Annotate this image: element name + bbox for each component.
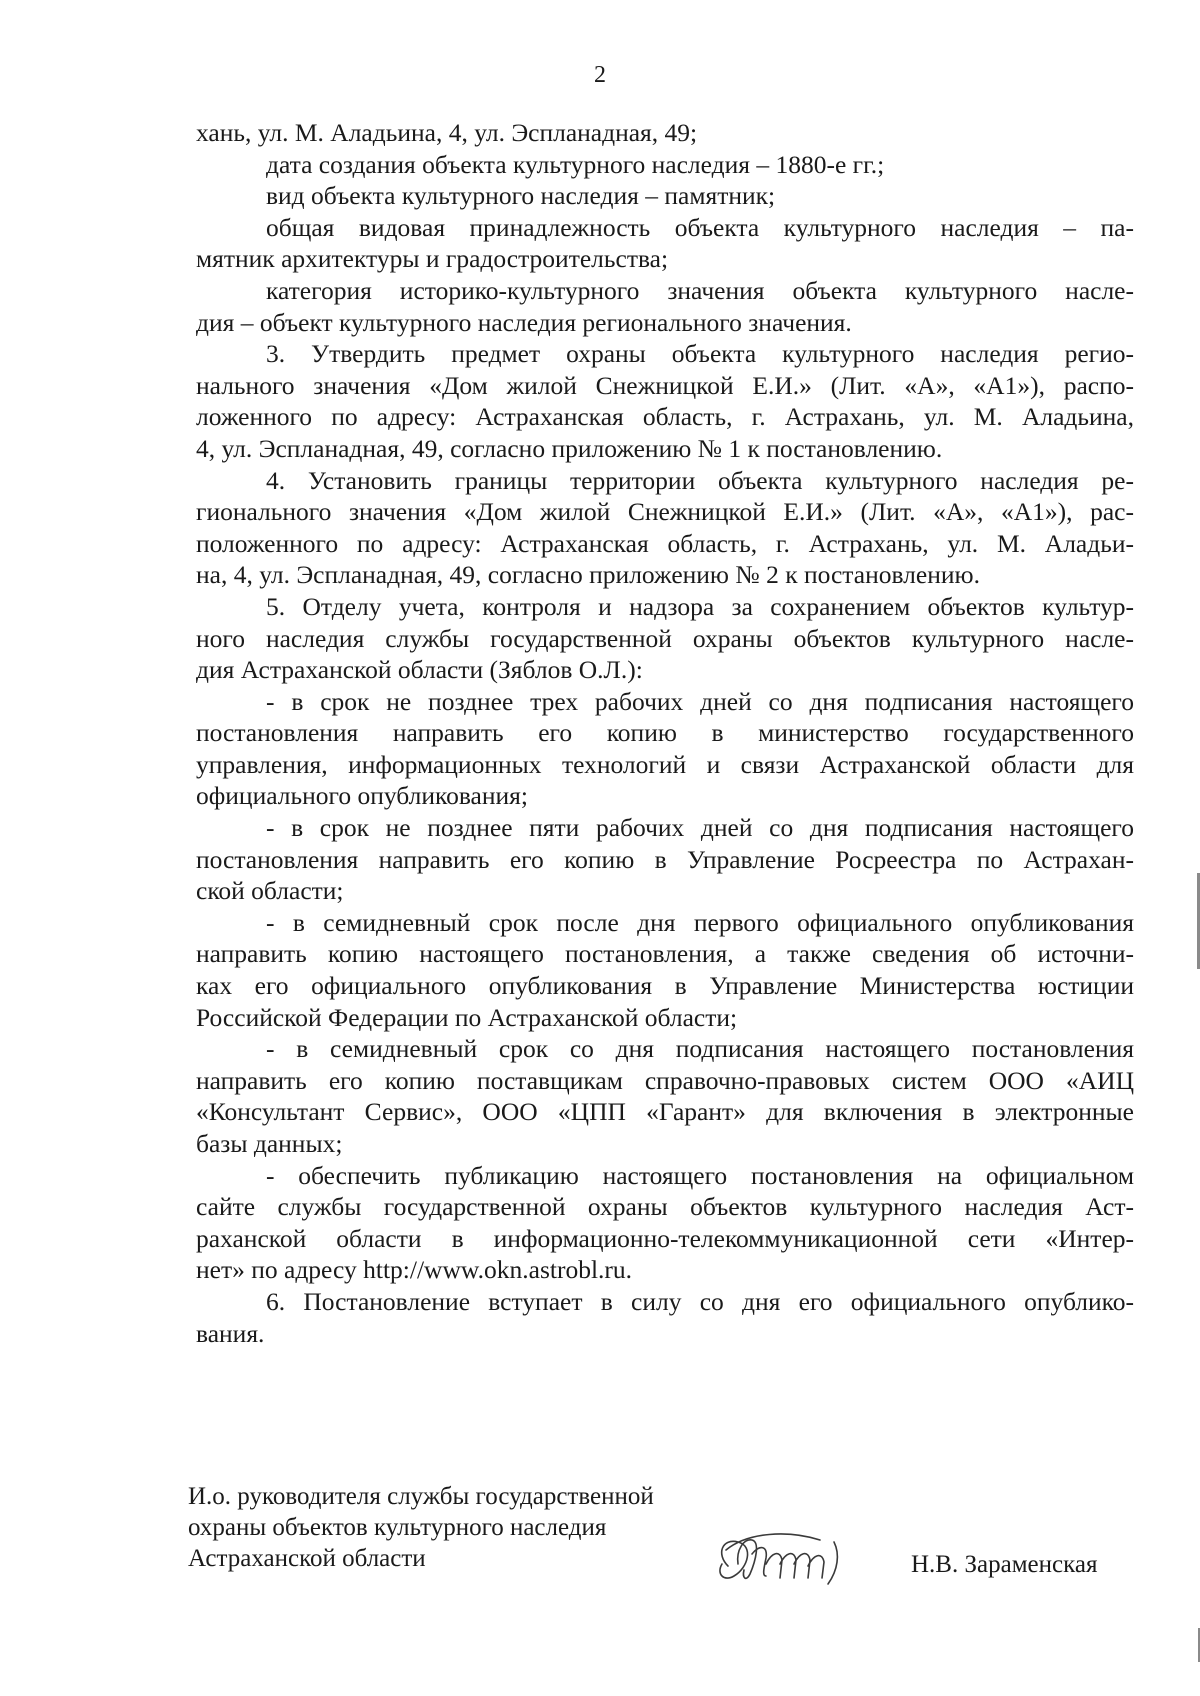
text-line: дия Астраханской области (Зяблов О.Л.):: [196, 655, 643, 685]
document-body: [196, 117, 1134, 1349]
text-line: - в срок не позднее трех рабочих дней со дня подписания настоящего: [266, 686, 1134, 716]
text-line: постановления направить его копию в министерство государственного: [196, 718, 1134, 748]
handwritten-signature: [708, 1524, 868, 1594]
text-line: - в срок не позднее пяти рабочих дней со дня подписания настоящего: [266, 813, 1134, 843]
text-line: управления, информационных технологий и связи Астраханской области для: [196, 749, 1134, 779]
text-line: ного наследия службы государственной охраны объектов культурного насле-: [196, 623, 1134, 653]
text-line: базы данных;: [196, 1129, 343, 1158]
text-line: ках его официального опубликования в Управление Министерства юстиции: [196, 971, 1134, 1001]
text-line: ложенного по адресу: Астраханская область, г. Астрахань, ул. М. Аладьина,: [196, 402, 1134, 432]
text-line: мятник архитектуры и градостроительства;: [196, 244, 669, 274]
text-line: нального значения «Дом жилой Снежницкой Е.И.» (Лит. «А», «А1»), распо-: [196, 370, 1134, 400]
text-line: 4, ул. Эспланадная, 49, согласно приложению № 1 к постановлению.: [196, 433, 943, 463]
text-line: нет» по адресу http://www.okn.astrobl.ru.: [196, 1255, 633, 1285]
text-line: Российской Федерации по Астраханской области;: [196, 1002, 738, 1032]
text-line: положенного по адресу: Астраханская область, г. Астрахань, ул. М. Аладьи-: [196, 528, 1134, 558]
text-line: на, 4, ул. Эспланадная, 49, согласно приложению № 2 к постановлению.: [196, 560, 980, 590]
text-line: сайте службы государственной охраны объектов культурного наследия Аст-: [196, 1192, 1134, 1222]
text-line: направить копию настоящего постановления, а также сведения об источни-: [196, 939, 1134, 969]
text-line: «Консультант Сервис», ООО «ЦПП «Гарант» для включения в электронные: [196, 1097, 1134, 1127]
text-line: - в семидневный срок со дня подписания настоящего постановления: [266, 1034, 1134, 1064]
text-line: вания.: [196, 1318, 265, 1348]
signatory-position-line: охраны объектов культурного наследия: [188, 1514, 607, 1541]
text-line: дия – объект культурного наследия регионального значения.: [196, 307, 852, 337]
text-line: категория историко-культурного значения объекта культурного насле-: [266, 275, 1134, 305]
text-line: 3. Утвердить предмет охраны объекта культурного наследия регио-: [266, 339, 1134, 369]
text-line: постановления направить его копию в Управление Росреестра по Астрахан-: [196, 844, 1134, 874]
signatory-position-line: Астраханской области: [188, 1545, 426, 1572]
text-line: дата создания объекта культурного наследия – 1880-е гг.;: [266, 149, 885, 179]
signatory-position-line: И.о. руководителя службы государственной: [188, 1483, 654, 1510]
text-line: направить его копию поставщикам справочно-правовых систем ООО «АИЦ: [196, 1065, 1134, 1095]
signatory-position: [188, 1481, 654, 1574]
text-line: 6. Постановление вступает в силу со дня его официального опублико-: [266, 1286, 1134, 1316]
text-line: - обеспечить публикацию настоящего постановления на официальном: [266, 1160, 1134, 1190]
text-line: вид объекта культурного наследия – памятник;: [266, 181, 776, 211]
text-line: официального опубликования;: [196, 781, 528, 811]
signatory-name: Н.В. Зараменская: [911, 1551, 1098, 1578]
text-line: 5. Отделу учета, контроля и надзора за сохранением объектов культур-: [266, 591, 1134, 621]
text-line: общая видовая принадлежность объекта культурного наследия – па-: [266, 212, 1134, 242]
text-line: раханской области в информационно-телекоммуникационной сети «Интер-: [196, 1223, 1134, 1253]
page-number: 2: [594, 62, 606, 88]
text-line: ской области;: [196, 876, 344, 906]
text-line: гионального значения «Дом жилой Снежницкой Е.И.» (Лит. «А», «А1»), рас-: [196, 497, 1134, 527]
text-line: хань, ул. М. Аладьина, 4, ул. Эспланадная, 49;: [196, 118, 698, 147]
text-line: 4. Установить границы территории объекта культурного наследия ре-: [266, 465, 1134, 495]
text-line: - в семидневный срок после дня первого официального опубликования: [266, 907, 1134, 937]
